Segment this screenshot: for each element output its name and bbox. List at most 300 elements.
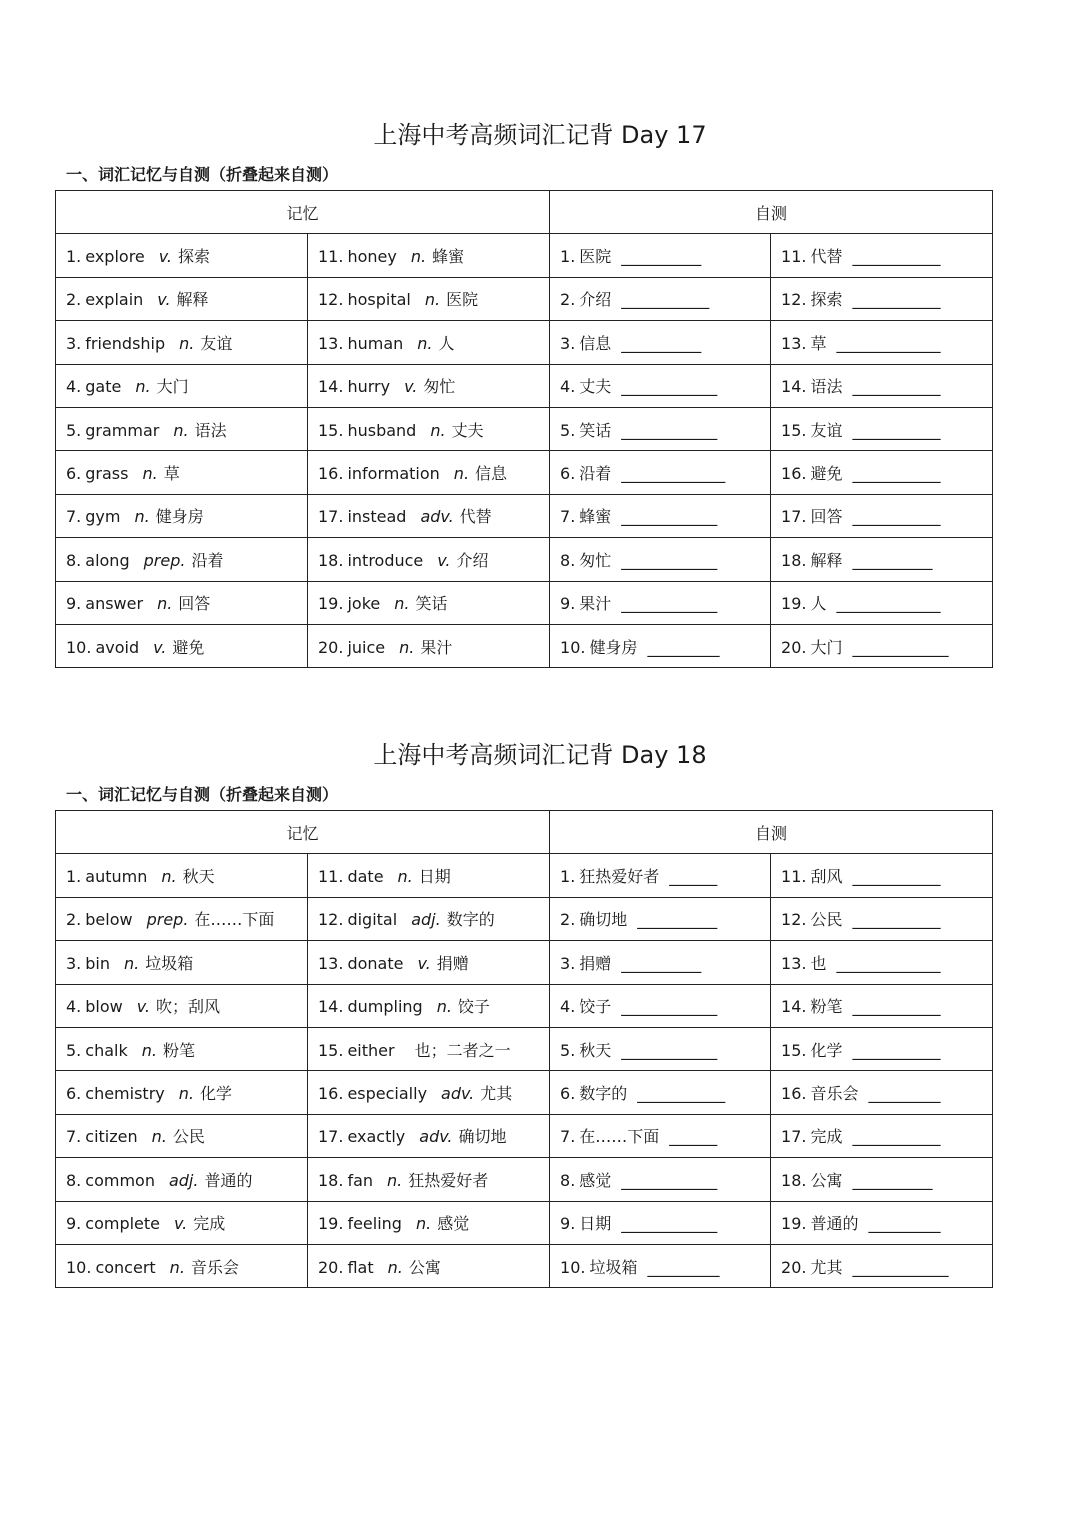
vocab-entry: [308, 321, 550, 364]
answer-blank: __________: [621, 953, 702, 973]
test-entry: [771, 984, 993, 1027]
entry-number: 3.: [66, 953, 82, 973]
test-number: 10.: [560, 1257, 586, 1277]
test-number: 11.: [781, 247, 807, 267]
entry-part-of-speech: n.: [151, 1127, 167, 1147]
test-number: 13.: [781, 953, 807, 973]
entry-word: citizen: [85, 1127, 138, 1147]
answer-blank: ___________: [637, 1084, 726, 1104]
test-number: 1.: [560, 867, 576, 887]
answer-blank: ____________: [621, 377, 718, 397]
test-prompt: 健身房: [589, 637, 638, 657]
entry-part-of-speech: n.: [410, 247, 427, 267]
entry-part-of-speech: n.: [124, 953, 140, 973]
entry-meaning: 感觉: [437, 1214, 470, 1234]
test-entry: [550, 1201, 771, 1244]
test-number: 20.: [781, 637, 807, 657]
entry-number: 14.: [318, 377, 344, 397]
table-row: [56, 854, 993, 897]
answer-blank: ___________: [852, 377, 941, 397]
section-subtitle: 一、词汇记忆与自测（折叠起来自测）: [66, 785, 339, 804]
test-number: 16.: [781, 1084, 807, 1104]
answer-blank: _________: [868, 1084, 941, 1104]
test-number: 12.: [781, 910, 807, 930]
vocab-entry: [56, 1244, 308, 1287]
entry-number: 14.: [318, 997, 344, 1017]
vocab-entry: [56, 624, 308, 667]
test-prompt: 解释: [810, 550, 843, 570]
test-prompt: 回答: [810, 507, 843, 527]
vocab-entry: [56, 364, 308, 407]
test-entry: [550, 897, 771, 940]
entry-part-of-speech: v.: [153, 637, 167, 657]
entry-meaning: 避免: [172, 637, 205, 657]
entry-meaning: 公寓: [408, 1257, 441, 1277]
test-prompt: 也: [810, 953, 827, 973]
entry-number: 7.: [66, 1127, 82, 1147]
entry-word: flat: [347, 1257, 374, 1277]
entry-part-of-speech: v.: [437, 550, 451, 570]
test-prompt: 完成: [810, 1127, 843, 1147]
entry-word: honey: [347, 247, 397, 267]
test-prompt: 丈夫: [579, 377, 612, 397]
entry-word: concert: [95, 1257, 156, 1277]
entry-number: 13.: [318, 953, 344, 973]
entry-meaning: 草: [163, 464, 180, 484]
test-number: 8.: [560, 550, 576, 570]
entry-word: fan: [347, 1170, 374, 1190]
entry-word: hurry: [347, 377, 391, 397]
entry-number: 16.: [318, 464, 344, 484]
test-number: 2.: [560, 910, 576, 930]
test-entry: [771, 494, 993, 537]
test-number: 20.: [781, 1257, 807, 1277]
entry-word: friendship: [85, 333, 166, 353]
answer-blank: ____________: [621, 1170, 718, 1190]
entry-number: 17.: [318, 1127, 344, 1147]
entry-word: chemistry: [85, 1084, 165, 1104]
table-row: [56, 1244, 993, 1287]
entry-word: human: [347, 333, 404, 353]
entry-word: exactly: [347, 1127, 406, 1147]
test-entry: [771, 1027, 993, 1070]
vocab-entry: [308, 1244, 550, 1287]
entry-word: juice: [347, 637, 386, 657]
entry-part-of-speech: v.: [174, 1214, 188, 1234]
entry-number: 9.: [66, 1214, 82, 1234]
table-row: [56, 1158, 993, 1201]
answer-blank: ___________: [852, 867, 941, 887]
entry-meaning: 沿着: [191, 550, 224, 570]
answer-blank: ___________: [852, 464, 941, 484]
page-title: 上海中考高频词汇记背 Day 17: [373, 121, 707, 149]
entry-number: 15.: [318, 420, 344, 440]
entry-word: along: [85, 550, 130, 570]
vocab-table: [55, 810, 993, 1288]
entry-number: 13.: [318, 333, 344, 353]
test-prompt: 蜂蜜: [579, 507, 612, 527]
answer-blank: ___________: [852, 507, 941, 527]
answer-blank: ____________: [852, 637, 949, 657]
entry-meaning: 数字的: [446, 910, 495, 930]
entry-part-of-speech: adj.: [411, 910, 441, 930]
test-entry: [771, 234, 993, 277]
test-entry: [550, 1071, 771, 1114]
vocab-table: [55, 190, 993, 668]
answer-blank: _________: [647, 637, 720, 657]
entry-meaning: 笑话: [415, 594, 448, 614]
entry-number: 15.: [318, 1040, 344, 1060]
entry-meaning: 医院: [446, 290, 479, 310]
vocab-entry: [308, 624, 550, 667]
entry-part-of-speech: n.: [173, 420, 189, 440]
entry-meaning: 人: [438, 333, 455, 353]
entry-part-of-speech: n.: [417, 333, 433, 353]
test-entry: [550, 494, 771, 537]
table-row: [56, 1071, 993, 1114]
test-number: 10.: [560, 637, 586, 657]
test-prompt: 匆忙: [579, 550, 612, 570]
test-prompt: 介绍: [579, 290, 612, 310]
entry-number: 1.: [66, 867, 82, 887]
test-prompt: 秋天: [579, 1040, 612, 1060]
entry-word: chalk: [85, 1040, 128, 1060]
entry-meaning: 吹；刮风: [156, 997, 221, 1017]
vocab-entry: [56, 538, 308, 581]
test-entry: [550, 941, 771, 984]
entry-meaning: 解释: [176, 290, 209, 310]
entry-word: common: [85, 1170, 155, 1190]
test-prompt: 在……下面: [579, 1127, 660, 1147]
test-prompt: 日期: [579, 1214, 612, 1234]
answer-blank: __________: [621, 247, 702, 267]
test-entry: [550, 321, 771, 364]
entry-number: 20.: [318, 1257, 344, 1277]
table-row: [56, 364, 993, 407]
table-row: [56, 451, 993, 494]
answer-blank: __________: [621, 333, 702, 353]
answer-blank: ____________: [621, 1214, 718, 1234]
vocab-entry: [308, 1071, 550, 1114]
header-test: 自测: [550, 191, 993, 234]
test-number: 17.: [781, 1127, 807, 1147]
test-entry: [550, 624, 771, 667]
entry-meaning: 化学: [199, 1084, 232, 1104]
test-number: 5.: [560, 1040, 576, 1060]
entry-part-of-speech: n.: [179, 333, 195, 353]
test-prompt: 音乐会: [810, 1084, 859, 1104]
test-number: 12.: [781, 290, 807, 310]
entry-number: 8.: [66, 1170, 82, 1190]
entry-word: joke: [347, 594, 381, 614]
entry-meaning: 确切地: [458, 1127, 507, 1147]
test-number: 18.: [781, 1170, 807, 1190]
test-entry: [550, 538, 771, 581]
answer-blank: ______: [669, 1127, 718, 1147]
entry-word: information: [347, 464, 440, 484]
entry-number: 9.: [66, 594, 82, 614]
table-row: [56, 494, 993, 537]
entry-meaning: 丈夫: [451, 420, 484, 440]
entry-word: either: [347, 1040, 395, 1060]
entry-number: 4.: [66, 997, 82, 1017]
table-row: [56, 234, 993, 277]
entry-part-of-speech: n.: [135, 377, 151, 397]
test-prompt: 感觉: [579, 1170, 612, 1190]
test-number: 16.: [781, 464, 807, 484]
entry-word: grammar: [85, 420, 160, 440]
entry-meaning: 普通的: [204, 1170, 253, 1190]
test-prompt: 笑话: [579, 420, 612, 440]
entry-part-of-speech: n.: [142, 464, 158, 484]
test-entry: [771, 624, 993, 667]
entry-meaning: 狂热爱好者: [408, 1170, 489, 1190]
entry-word: autumn: [85, 867, 148, 887]
answer-blank: _____________: [836, 333, 941, 353]
entry-number: 11.: [318, 867, 344, 887]
test-number: 11.: [781, 867, 807, 887]
entry-part-of-speech: n.: [436, 997, 452, 1017]
entry-number: 18.: [318, 550, 344, 570]
entry-part-of-speech: n.: [415, 1214, 432, 1234]
vocab-entry: [308, 234, 550, 277]
vocab-entry: [56, 581, 308, 624]
table-row: [56, 581, 993, 624]
vocab-entry: [308, 984, 550, 1027]
entry-part-of-speech: n.: [178, 1084, 194, 1104]
test-number: 1.: [560, 247, 576, 267]
entry-part-of-speech: n.: [169, 1257, 185, 1277]
entry-number: 11.: [318, 247, 344, 267]
test-prompt: 信息: [579, 333, 612, 353]
test-entry: [550, 407, 771, 450]
answer-blank: _________: [647, 1257, 720, 1277]
entry-part-of-speech: prep.: [146, 910, 189, 930]
entry-number: 12.: [318, 290, 344, 310]
answer-blank: ___________: [852, 420, 941, 440]
answer-blank: __________: [852, 550, 933, 570]
test-prompt: 探索: [810, 290, 843, 310]
test-number: 19.: [781, 594, 807, 614]
answer-blank: __________: [852, 1170, 933, 1190]
entry-meaning: 捐赠: [436, 953, 469, 973]
vocab-entry: [308, 277, 550, 320]
test-number: 4.: [560, 997, 576, 1017]
test-number: 7.: [560, 1127, 576, 1147]
test-entry: [771, 1201, 993, 1244]
answer-blank: ____________: [621, 420, 718, 440]
entry-word: explain: [85, 290, 144, 310]
test-prompt: 避免: [810, 464, 843, 484]
vocab-entry: [308, 581, 550, 624]
vocab-entry: [308, 1158, 550, 1201]
test-entry: [771, 1071, 993, 1114]
entry-part-of-speech: n.: [387, 1170, 403, 1190]
entry-number: 2.: [66, 910, 82, 930]
entry-word: blow: [85, 997, 123, 1017]
entry-number: 1.: [66, 247, 82, 267]
entry-number: 6.: [66, 1084, 82, 1104]
entry-number: 8.: [66, 550, 82, 570]
test-prompt: 人: [810, 594, 827, 614]
table-row: [56, 1114, 993, 1157]
test-number: 3.: [560, 953, 576, 973]
test-number: 15.: [781, 420, 807, 440]
entry-meaning: 垃圾箱: [145, 953, 194, 973]
answer-blank: ____________: [621, 1040, 718, 1060]
entry-word: husband: [347, 420, 417, 440]
test-number: 5.: [560, 420, 576, 440]
test-entry: [550, 1158, 771, 1201]
test-number: 14.: [781, 377, 807, 397]
table-row: [56, 407, 993, 450]
test-number: 9.: [560, 1214, 576, 1234]
vocab-entry: [56, 1201, 308, 1244]
entry-part-of-speech: n.: [387, 1257, 403, 1277]
test-prompt: 公寓: [810, 1170, 843, 1190]
test-entry: [550, 1244, 771, 1287]
entry-part-of-speech: v.: [136, 997, 150, 1017]
entry-word: introduce: [347, 550, 424, 570]
entry-part-of-speech: n.: [134, 507, 150, 527]
answer-blank: _____________: [836, 953, 941, 973]
entry-part-of-speech: n.: [453, 464, 470, 484]
test-prompt: 果汁: [579, 594, 612, 614]
answer-blank: _____________: [621, 464, 726, 484]
entry-word: gate: [85, 377, 122, 397]
test-number: 6.: [560, 1084, 576, 1104]
answer-blank: ___________: [852, 997, 941, 1017]
entry-meaning: 介绍: [456, 550, 489, 570]
vocab-entry: [308, 451, 550, 494]
table-row: [56, 624, 993, 667]
vocab-entry: [56, 1027, 308, 1070]
test-entry: [550, 451, 771, 494]
vocab-entry: [308, 897, 550, 940]
header-memory: 记忆: [56, 191, 550, 234]
entry-word: feeling: [347, 1214, 402, 1234]
test-entry: [771, 854, 993, 897]
test-number: 19.: [781, 1214, 807, 1234]
test-number: 14.: [781, 997, 807, 1017]
entry-number: 3.: [66, 333, 82, 353]
vocab-entry: [56, 984, 308, 1027]
test-entry: [771, 897, 993, 940]
vocab-entry: [56, 494, 308, 537]
answer-blank: __________: [637, 910, 718, 930]
vocab-entry: [56, 897, 308, 940]
test-number: 13.: [781, 333, 807, 353]
entry-meaning: 秋天: [182, 867, 215, 887]
test-prompt: 医院: [579, 247, 612, 267]
vocab-entry: [308, 1027, 550, 1070]
test-entry: [771, 407, 993, 450]
test-entry: [771, 941, 993, 984]
test-number: 3.: [560, 333, 576, 353]
entry-part-of-speech: v.: [417, 953, 431, 973]
entry-word: complete: [85, 1214, 160, 1234]
test-number: 9.: [560, 594, 576, 614]
test-prompt: 草: [810, 333, 827, 353]
entry-part-of-speech: prep.: [143, 550, 186, 570]
test-prompt: 化学: [810, 1040, 843, 1060]
test-entry: [771, 364, 993, 407]
vocab-entry: [56, 451, 308, 494]
entry-number: 17.: [318, 507, 344, 527]
vocab-entry: [308, 494, 550, 537]
test-entry: [771, 277, 993, 320]
entry-word: dumpling: [347, 997, 423, 1017]
answer-blank: ____________: [621, 594, 718, 614]
test-prompt: 普通的: [810, 1214, 859, 1234]
table-row: [56, 1027, 993, 1070]
entry-meaning: 代替: [459, 507, 492, 527]
entry-meaning: 音乐会: [190, 1257, 239, 1277]
entry-meaning: 公民: [172, 1127, 205, 1147]
entry-meaning: 尤其: [480, 1084, 513, 1104]
test-number: 15.: [781, 1040, 807, 1060]
test-number: 2.: [560, 290, 576, 310]
test-entry: [771, 1244, 993, 1287]
test-prompt: 刮风: [810, 867, 843, 887]
answer-blank: ____________: [852, 1257, 949, 1277]
vocab-entry: [56, 277, 308, 320]
entry-number: 7.: [66, 507, 82, 527]
entry-meaning: 饺子: [457, 997, 490, 1017]
entry-part-of-speech: n.: [394, 594, 410, 614]
answer-blank: ____________: [621, 507, 718, 527]
entry-word: donate: [347, 953, 404, 973]
entry-meaning: 粉笔: [162, 1040, 195, 1060]
test-entry: [771, 451, 993, 494]
table-row: [56, 897, 993, 940]
answer-blank: ___________: [852, 910, 941, 930]
answer-blank: ___________: [852, 247, 941, 267]
table-row: [56, 984, 993, 1027]
vocab-entry: [56, 941, 308, 984]
entry-number: 19.: [318, 594, 344, 614]
table-row: [56, 321, 993, 364]
entry-meaning: 信息: [475, 464, 508, 484]
answer-blank: _________: [868, 1214, 941, 1234]
entry-meaning: 日期: [418, 867, 451, 887]
test-entry: [550, 854, 771, 897]
entry-number: 18.: [318, 1170, 344, 1190]
entry-number: 19.: [318, 1214, 344, 1234]
entry-meaning: 回答: [178, 594, 211, 614]
header-test: 自测: [550, 811, 993, 854]
entry-word: especially: [347, 1084, 428, 1104]
table-row: [56, 277, 993, 320]
test-entry: [550, 234, 771, 277]
test-entry: [550, 1027, 771, 1070]
entry-part-of-speech: n.: [424, 290, 441, 310]
test-prompt: 语法: [810, 377, 843, 397]
test-entry: [771, 1114, 993, 1157]
vocab-entry: [56, 1158, 308, 1201]
answer-blank: _____________: [836, 594, 941, 614]
test-entry: [771, 321, 993, 364]
entry-part-of-speech: n.: [141, 1040, 157, 1060]
entry-meaning: 完成: [193, 1214, 226, 1234]
vocab-entry: [56, 1114, 308, 1157]
test-prompt: 大门: [810, 637, 843, 657]
entry-word: hospital: [347, 290, 411, 310]
entry-word: instead: [347, 507, 407, 527]
test-prompt: 数字的: [579, 1084, 628, 1104]
test-prompt: 饺子: [579, 997, 612, 1017]
entry-number: 6.: [66, 464, 82, 484]
